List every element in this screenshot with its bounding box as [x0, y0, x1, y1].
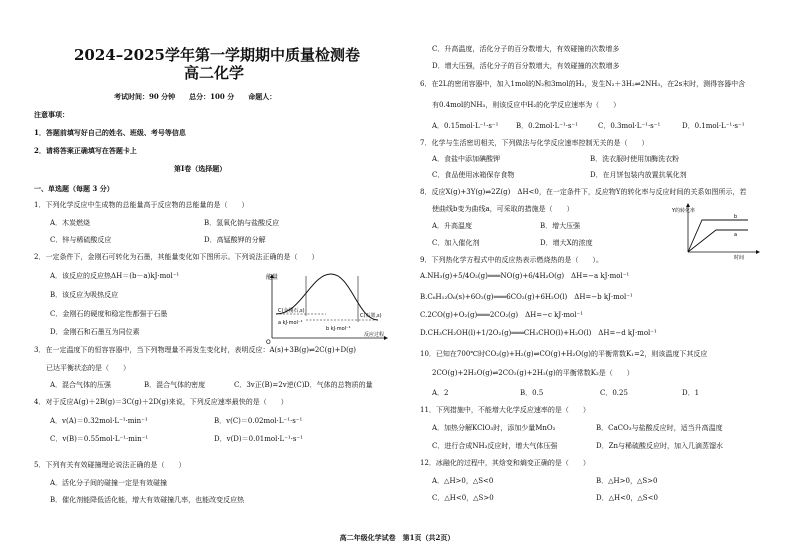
q10-option-d[interactable]: D．1 — [682, 389, 700, 397]
q9-option-b[interactable]: B.C₆H₁₂O₆(s)+6O₂(g)═══6CO₂(g)+6H₂O(l) ΔH=−b kJ·mol⁻¹ — [420, 293, 633, 301]
q4-option-c[interactable]: C．v(B)＝0.55mol·L⁻¹·min⁻¹ — [50, 435, 149, 443]
q12-option-a[interactable]: A．△H>0，△S<0 — [432, 477, 494, 485]
q4-option-a[interactable]: A．v(A)＝0.32mol·L⁻¹·min⁻¹ — [50, 417, 148, 425]
part-title: 一、单选题（每题 3 分） — [34, 184, 114, 193]
q5-option-a[interactable]: A．活化分子间的碰撞一定是有效碰撞 — [50, 479, 168, 487]
q2-option-b[interactable]: B．该反应为吸热反应 — [50, 291, 119, 299]
q12-option-b[interactable]: B．△H>0，△S>0 — [596, 477, 658, 485]
curve-b-label: b — [734, 214, 738, 220]
q5-option-d[interactable]: D．增大压强，活化分子的百分数增大，有效碰撞的次数增多 — [432, 62, 620, 70]
q1-option-b[interactable]: B．氢氧化钠与盐酸反应 — [204, 219, 280, 227]
q7-option-a[interactable]: A．食盐中添加碘酸钾 — [432, 155, 501, 163]
q7-option-c[interactable]: C．食品使用冰箱保存食物 — [432, 171, 515, 179]
q2-option-a[interactable]: A．该反应的反应热ΔH＝(b－a)kJ·mol⁻¹ — [50, 272, 180, 280]
conversion-graph — [672, 202, 762, 260]
left-column — [34, 0, 394, 531]
q11-option-d[interactable]: D．Zn与稀硫酸反应时，加入几滴蒸馏水 — [596, 442, 723, 450]
q6-option-c[interactable]: C．0.3mol·L⁻¹·s⁻¹ — [598, 122, 661, 130]
right-column — [420, 0, 780, 531]
q8-option-b[interactable]: B．增大压强 — [540, 222, 581, 230]
note-item: 1．答题前填写好自己的姓名、班级、考号等信息 — [34, 128, 186, 137]
energy-diagram — [266, 272, 390, 344]
energy-a-label: a kJ·mol⁻¹ — [278, 320, 303, 326]
graph-xlabel: 时间 — [734, 255, 745, 260]
q3-option-a[interactable]: A．混合气体的压强 — [50, 381, 112, 389]
exam-subject: 高二化学 — [184, 64, 245, 82]
q6-stem-2: 有0.4mol的NH₃，则该反应中H₂的化学反应速率为（ ） — [432, 101, 621, 109]
notes-heading: 注意事项： — [34, 110, 69, 119]
q2-option-d[interactable]: D．金刚石和石墨互为同位素 — [50, 328, 140, 336]
diamond-label: C(金刚石,s) — [278, 308, 305, 314]
q3-stem: 3．在一定温度下的恒容容器中，当下列物理量不再发生变化时，表明反应：A(s)+3B(g)⇌2C(g)+D(g) — [34, 346, 357, 354]
q9-option-c[interactable]: C.2CO(g)+O₂(g)═══2CO₂(g) ΔH=−c kJ·mol⁻¹ — [420, 311, 584, 319]
exam-title: 2024–2025学年第一学期期中质量检测卷 — [74, 46, 360, 64]
q12-option-d[interactable]: D．△H<0，△S<0 — [596, 494, 658, 502]
q11-option-b[interactable]: B．CaCO₃与盐酸反应时，适当升高温度 — [596, 424, 723, 432]
q7-stem: 7．化学与生活密切相关，下列做法与化学反应速率控制无关的是（ ） — [420, 139, 649, 147]
q6-option-b[interactable]: B．0.2mol·L⁻¹·s⁻¹ — [516, 122, 579, 130]
q7-option-b[interactable]: B．洗衣服时使用加酶洗衣粉 — [590, 155, 680, 163]
section-title: 第Ⅰ卷（选择题） — [174, 164, 227, 173]
q12-option-c[interactable]: C．△H<0，△S>0 — [432, 494, 494, 502]
q10-stem: 10．已知在700℃时CO₂(g)+H₂(g)⇌CO(g)+H₂O(g)的平衡常数K₁=2，则该温度下其反应 — [420, 350, 708, 358]
q6-option-a[interactable]: A．0.15mol·L⁻¹·s⁻¹ — [432, 122, 499, 130]
graphite-label: C(石墨,s) — [360, 313, 382, 319]
page-footer: 高二年级化学试卷 第1页（共2页） — [339, 533, 455, 542]
q10-stem-2: 2CO(g)+2H₂O(g)⇌2CO₂(g)+2H₂(g)的平衡常数K₂是（ ） — [432, 369, 634, 377]
q5-stem: 5．下列有关有效碰撞理论说法正确的是（ ） — [34, 461, 186, 469]
energy-ylabel: 能量 — [266, 274, 279, 281]
q1-stem: 1．下列化学反应中生成物的总能量高于反应物的总能量的是（ ） — [34, 201, 249, 209]
curve-a-label: a — [734, 232, 738, 238]
q7-option-d[interactable]: D．在月饼包装内放置抗氧化剂 — [590, 171, 687, 179]
q5-option-c[interactable]: C．升高温度，活化分子的百分数增大，有效碰撞的次数增多 — [432, 45, 620, 53]
exam-meta: 考试时间：90 分钟 总分：100 分 命题人： — [114, 92, 277, 101]
q6-stem: 6．在2L的密闭容器中，加入1mol的N₂和3mol的H₂，发生N₂＋3H₂⇌2NH₃，在2s末时，测得容器中含 — [420, 80, 746, 88]
q5-option-b[interactable]: B．催化剂能降低活化能，增大有效碰撞几率，也能改变反应热 — [50, 496, 245, 504]
q9-option-a[interactable]: A.NH₃(g)+5/4O₂(g)═══NO(g)+6/4H₂O(g) ΔH=−a kJ·mol⁻¹ — [420, 272, 630, 280]
energy-origin: O — [266, 339, 271, 344]
q9-stem: 9．下列热化学方程式中的反应热表示燃烧热的是（ ）。 — [420, 256, 603, 264]
q8-option-c[interactable]: C．加入催化剂 — [432, 239, 480, 247]
note-item: 2．请将答案正确填写在答题卡上 — [34, 146, 137, 155]
q12-stem: 12．冰融化的过程中，其焓变和熵变正确的是（ ） — [420, 459, 590, 467]
q10-option-a[interactable]: A．2 — [432, 389, 449, 397]
q10-option-c[interactable]: C．0.25 — [600, 389, 628, 397]
q11-option-c[interactable]: C．进行合成NH₃反应时，增大气体压强 — [432, 442, 558, 450]
q6-option-d[interactable]: D．0.1mol·L⁻¹·s⁻¹ — [682, 122, 745, 130]
q10-option-b[interactable]: B．0.5 — [520, 389, 544, 397]
q3-option-d[interactable]: D．气体的总物质的量 — [304, 381, 373, 389]
q8-option-a[interactable]: A．升高温度 — [432, 222, 473, 230]
q9-option-d[interactable]: D.CH₃CH₂OH(l)+1/2O₂(g)═══CH₃CHO(l)+H₂O(l) ΔH=−d kJ·mol⁻¹ — [420, 329, 657, 337]
q11-stem: 11．下列措施中，不能增大化学反应速率的是（ ） — [420, 406, 590, 414]
q4-option-d[interactable]: D．v(D)＝0.01mol·L⁻¹·s⁻¹ — [214, 435, 304, 443]
q1-option-d[interactable]: D．高锰酸钾的分解 — [204, 236, 266, 244]
q3-stem-2: 已达平衡状态的是（ ） — [46, 364, 130, 372]
q4-option-b[interactable]: B．v(C)＝0.02mol·L⁻¹·s⁻¹ — [214, 417, 303, 425]
q8-stem: 8．反应X(g)+3Y(g)⇌2Z(g) ΔH<0，在一定条件下，反应物Y的转化率与反应时间的关系如图所示，若 — [420, 188, 747, 196]
energy-xlabel: 反应过程 — [364, 332, 385, 338]
q2-stem: 2．一定条件下，金刚石可转化为石墨，其能量变化如下图所示。下列说法正确的是（ ） — [34, 253, 319, 261]
q3-option-c[interactable]: C．3v正(B)=2v逆(C) — [234, 381, 305, 389]
q8-option-d[interactable]: D．增大X的浓度 — [540, 239, 593, 247]
q4-stem: 4．对于反应A(g)＋2B(g)＝3C(g)＋2D(g)来说，下列反应速率最快的是（ ） — [34, 398, 288, 406]
graph-ylabel: Y的转化率 — [672, 208, 696, 214]
energy-b-label: b kJ·mol⁻¹ — [326, 326, 351, 332]
q1-option-a[interactable]: A．木炭燃烧 — [50, 219, 91, 227]
q2-option-c[interactable]: C．金刚石的硬度和稳定性都强于石墨 — [50, 310, 168, 318]
q1-option-c[interactable]: C．锌与稀硫酸反应 — [50, 236, 112, 244]
q8-stem-2: 使曲线b变为曲线a，可采取的措施是（ ） — [432, 205, 574, 213]
q3-option-b[interactable]: B．混合气体的密度 — [144, 381, 206, 389]
q11-option-a[interactable]: A．加热分解KClO₃时，添加少量MnO₂ — [432, 424, 556, 432]
